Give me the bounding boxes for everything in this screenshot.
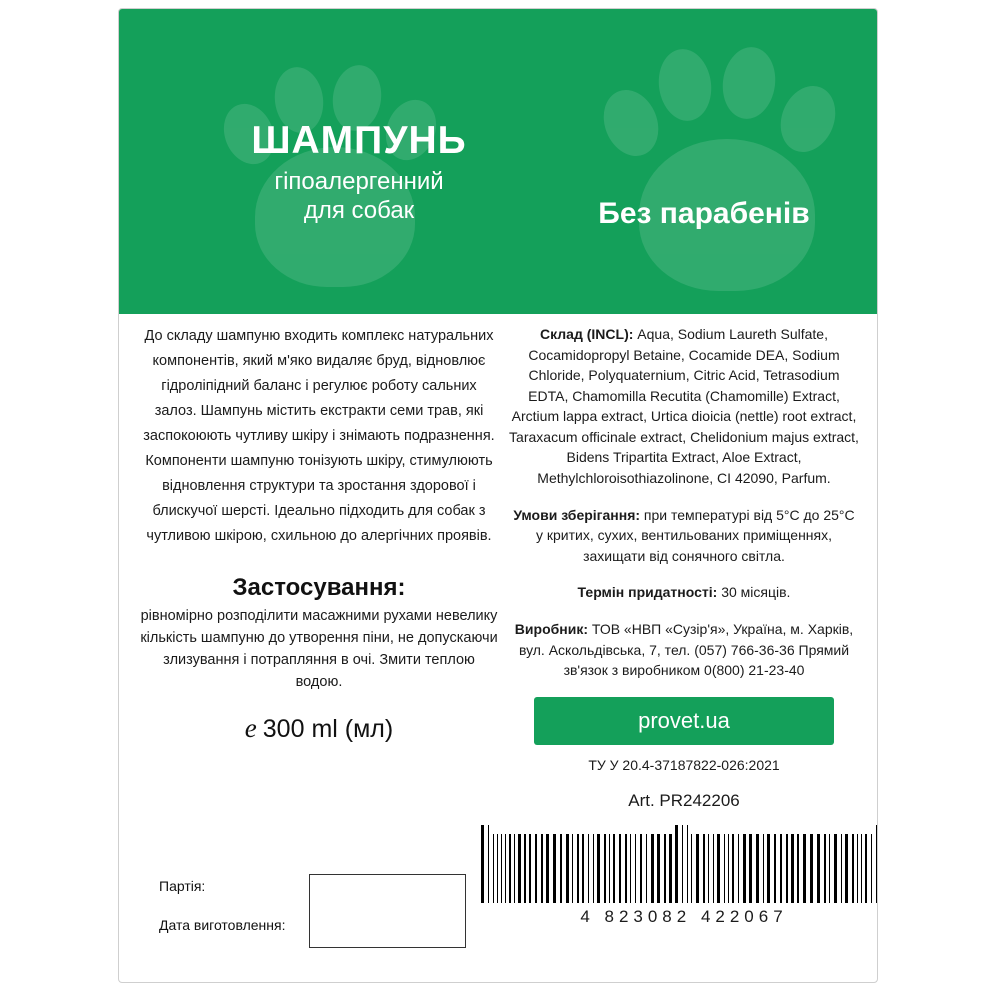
- volume-value: 300 ml (мл): [262, 715, 394, 744]
- storage-section: [509, 505, 859, 567]
- left-column: [139, 324, 499, 744]
- header-band: [119, 9, 877, 314]
- claim-no-parabens: Без парабенів: [598, 197, 810, 230]
- barcode-block: [509, 825, 859, 927]
- net-volume: [139, 713, 499, 744]
- batch-label: Партія:: [159, 878, 206, 894]
- product-title-block: [179, 121, 539, 226]
- shelf-life-text: 30 місяців.: [717, 584, 791, 601]
- batch-date-input-box[interactable]: [309, 874, 466, 948]
- estimated-sign-icon: e: [244, 713, 257, 744]
- storage-label: Умови зберігання:: [513, 506, 641, 523]
- article-number: Art. PR242206: [628, 790, 740, 810]
- storage-text: при температурі від 5°C до 25°C у критих, сухих, вентильованих приміщеннях, захищати від сонячного світла.: [535, 506, 855, 564]
- paw-print-icon: [599, 27, 849, 312]
- product-subtitle-for-dogs: для собак: [303, 196, 415, 224]
- barcode-number: 4 823082 422067: [580, 906, 788, 926]
- manufacturer-label: Виробник:: [514, 620, 588, 637]
- right-column: [509, 324, 859, 927]
- manufacturer-text: ТОВ «НВП «Сузір'я», Україна, м. Харків, вул. Аскольдівська, 7, тел. (057) 766-36-36 Прямий зв'язок з виробником 0(800) 21-23-40: [518, 620, 854, 679]
- composition-text: Aqua, Sodium Laureth Sulfate, Cocamidopropyl Betaine, Cocamide DEA, Sodium Chloride, Polyquaternium, Citric Acid, Tetrasodium EDTA, Chamomilla Recutita (Chamomille) Extract, Arctium lappa extract, Urtica dioicia (nettle) root extract, Taraxacum officinale extract, Chelidonium majus extract, Bidens Tripartita Extract, Aloe Extract, Methylchloroisothiazolinone, CI 42090, Parfum.: [509, 326, 859, 487]
- label-card: [118, 8, 878, 983]
- website-url: provet.ua: [638, 707, 730, 733]
- shelf-life-label: Термін придатності:: [577, 584, 718, 601]
- tu-code: ТУ У 20.4-37187822-026:2021: [588, 756, 780, 773]
- shelf-life-section: [509, 582, 859, 603]
- production-date-label: Дата виготовлення:: [159, 917, 286, 933]
- usage-heading: Застосування:: [232, 574, 406, 602]
- barcode-image: [481, 825, 879, 903]
- website-banner[interactable]: [534, 697, 834, 745]
- manufacturer-section: [509, 619, 859, 681]
- composition-section: [509, 324, 859, 489]
- composition-label: Склад (INCL):: [540, 326, 634, 342]
- product-subtitle-hypoallergenic: гіпоалергенний: [274, 167, 444, 195]
- product-description: До складу шампуню входить комплекс натуральних компонентів, який м'яко видаляє бруд, відновлює гідроліпідний баланс і регулює роботу сальних залоз. Шампунь містить екстракти семи трав, які заспокоюють чутливу шкіру і знімають подразнення. Компоненти шампуню тонізують шкіру, стимулюють відновлення структури та зростання здорової і блискучої шерсті. Ідеально підходить для собак з чутливою шкірою, схильною до алергічних проявів.: [143, 328, 495, 544]
- usage-text: рівномірно розподілити масажними рухами невелику кількість шампуню до утворення піни, не допускаючи злизування і потрапляння в очі. Змити теплою водою.: [140, 608, 498, 690]
- product-title: ШАМПУНЬ: [251, 119, 467, 162]
